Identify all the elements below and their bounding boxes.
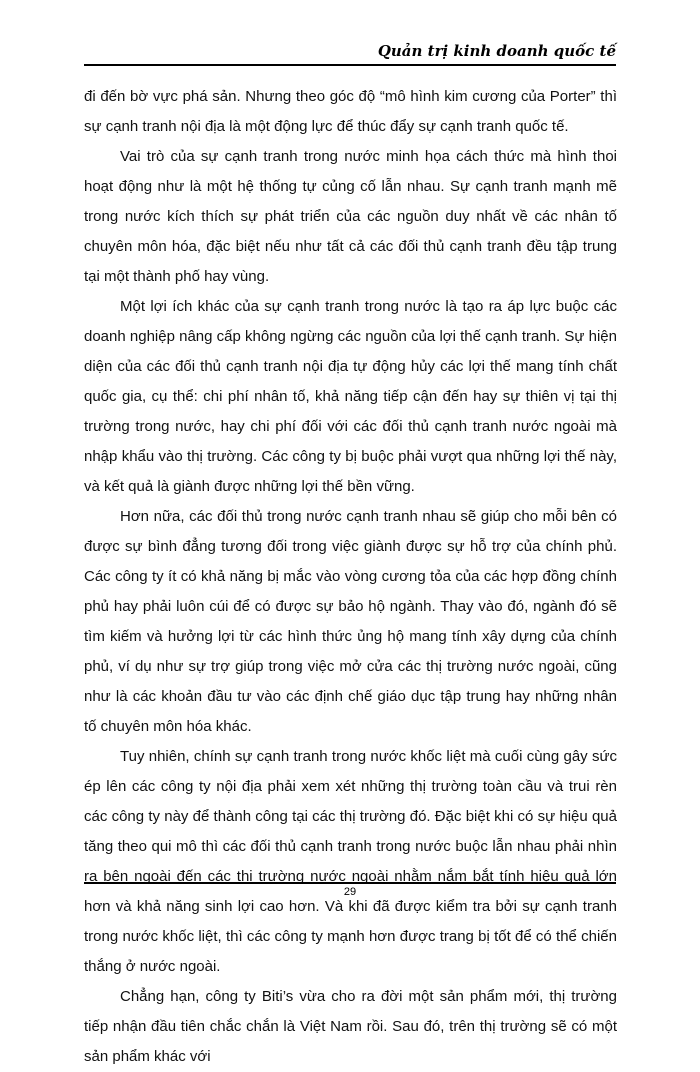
page-number: 29 [343, 886, 357, 898]
paragraph-3: Một lợi ích khác của sự cạnh tranh trong nước là tạo ra áp lực buộc các doanh nghiệp nâng cấp không ngừng các nguồn của lợi thế cạnh tranh. Sự hiện diện của các đối thủ cạnh tranh nội địa tự động hủy các lợi thế mang tính chất quốc gia, cụ thể: chi phí nhân tố, khả năng tiếp cận đến hay sự thiên vị tại thị trường trong nước, hay chi phí đối với các đối thủ cạnh tranh nước ngoài mà nhập khẩu vào thị trường. Các công ty bị buộc phải vượt qua những lợi thế này, và kết quả là giành được những lợi thế bền vững. [84, 298, 617, 495]
paragraph-6: Chẳng hạn, công ty Biti’s vừa cho ra đời một sản phẩm mới, thị trường tiếp nhận đầu tiên chắc chắn là Việt Nam rồi. Sau đó, trên thị trường sẽ có một sản phẩm khác với [84, 988, 617, 1065]
paragraph-4: Hơn nữa, các đối thủ trong nước cạnh tranh nhau sẽ giúp cho mỗi bên có được sự bình đẳng tương đối trong việc giành được sự hỗ trợ của chính phủ. Các công ty ít có khả năng bị mắc vào vòng cương tỏa của các hợp đồng chính phủ hay phải luôn cúi để có được sự bảo hộ ngành. Thay vào đó, ngành đó sẽ tìm kiếm và hưởng lợi từ các hình thức ủng hộ mang tính xây dựng của chính phủ, ví dụ như sự trợ giúp trong việc mở cửa các thị trường nước ngoài, cũng như là các khoản đầu tư vào các định chế giáo dục tập trung hay những nhân tố chuyên môn hóa khác. [84, 508, 617, 735]
running-header-title: Quản trị kinh doanh quốc tế [377, 42, 616, 60]
paragraph-2: Vai trò của sự cạnh tranh trong nước minh họa cách thức mà hình thoi hoạt động như là một hệ thống tự củng cố lẫn nhau. Sự cạnh tranh mạnh mẽ trong nước kích thích sự phát triển của các nguồn duy nhất về các nhân tố chuyên môn hóa, đặc biệt nếu như tất cả các đối thủ cạnh tranh đều tập trung tại một thành phố hay vùng. [84, 148, 617, 285]
footer-rule [84, 882, 616, 884]
page-body [84, 82, 617, 1072]
header-rule [84, 64, 616, 66]
paragraph-1: đi đến bờ vực phá sản. Nhưng theo góc độ “mô hình kim cương của Porter” thì sự cạnh tranh nội địa là một động lực để thúc đẩy sự cạnh tranh quốc tế. [84, 88, 617, 135]
paragraph-5: Tuy nhiên, chính sự cạnh tranh trong nước khốc liệt mà cuối cùng gây sức ép lên các công ty nội địa phải xem xét những thị trường toàn cầu và trui rèn các công ty này để thành công tại các thị trường đó. Đặc biệt khi có sự hiệu quả tăng theo qui mô thì các đối thủ cạnh tranh trong nước buộc lẫn nhau phải nhìn ra bên ngoài đến các thị trường nước ngoài nhằm nắm bắt tính hiệu quả lớn hơn và khả năng sinh lợi cao hơn. Và khi đã được kiểm tra bởi sự cạnh tranh trong nước khốc liệt, thì các công ty mạnh hơn được trang bị tốt để có thể chiến thắng ở nước ngoài. [84, 748, 617, 975]
